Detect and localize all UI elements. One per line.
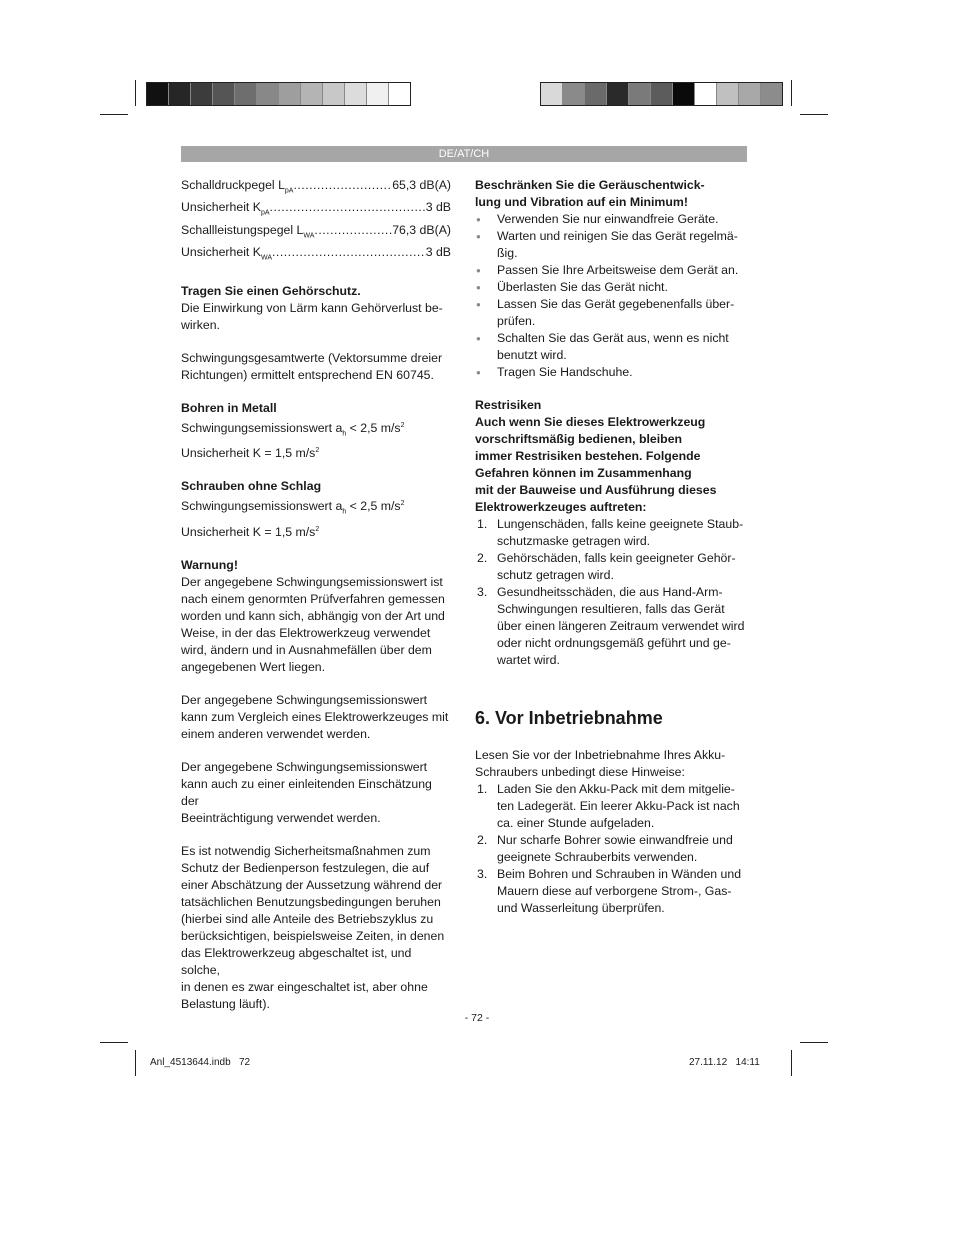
color-swatch bbox=[717, 83, 739, 105]
text-line: Schraubers unbedingt diese Hinweise: bbox=[475, 765, 685, 779]
text-line: mit der Bauweise und Ausführung dieses bbox=[475, 483, 717, 497]
text-line: Auch wenn Sie dieses Elektrowerkzeug bbox=[475, 415, 706, 429]
color-swatch bbox=[585, 83, 607, 105]
text-line: angegebenen Wert liegen. bbox=[181, 660, 326, 675]
crop-mark-bottom-left-h bbox=[100, 1042, 128, 1043]
right-column bbox=[475, 177, 750, 917]
limit-noise-title bbox=[475, 177, 750, 211]
section-intro bbox=[475, 747, 750, 781]
numbered-item: 1. Laden Sie den Akku-Pack mit dem mitgelie- ten Ladegerät. Ein leerer Akku-Pack ist nach ca. einer Stunde aufgeladen. bbox=[477, 782, 740, 830]
page-number: - 72 - bbox=[464, 1012, 490, 1024]
text-line: (hierbei sind alle Anteile des Betriebszyklus zu bbox=[181, 912, 434, 927]
spec-row: Unsicherheit $K_{WA}$ ..... 3 dB bbox=[181, 244, 451, 266]
warning-paragraph-4 bbox=[181, 843, 451, 1013]
text-line: Beschränken Sie die Geräuschentwick- bbox=[475, 178, 705, 192]
color-swatch bbox=[629, 83, 651, 105]
color-bar-left bbox=[146, 82, 411, 106]
color-swatch bbox=[541, 83, 563, 105]
warning-paragraph-2 bbox=[181, 692, 451, 743]
crop-mark-bottom-right-v bbox=[791, 1050, 792, 1076]
color-swatch bbox=[673, 83, 695, 105]
text-line: Der angegebene Schwingungsemissionswert ist bbox=[181, 575, 443, 590]
color-swatch bbox=[257, 83, 279, 105]
spec-row: Schallleistungspegel $L_{WA}$ ..... 76,3 dB(A) bbox=[181, 222, 451, 244]
text-line: wird, ändern und in Ausnahmefällen über dem bbox=[181, 643, 432, 658]
text-line: Belastung läuft). bbox=[181, 997, 270, 1012]
bullet-item: ● Überlasten Sie das Gerät nicht. bbox=[475, 279, 750, 296]
color-swatch bbox=[367, 83, 389, 105]
bullet-item: ● Verwenden Sie nur einwandfreie Geräte. bbox=[475, 211, 750, 228]
spec-row: Unsicherheit $K_{pA}$ ..... 3 dB bbox=[181, 199, 451, 221]
color-bar-right bbox=[540, 82, 783, 106]
numbered-item: 3. Beim Bohren und Schrauben in Wänden und Mauern diese auf verborgene Strom-, Gas- und Wasserleitung überprüfen. bbox=[477, 867, 742, 915]
warning-title: Warnung! bbox=[181, 558, 238, 573]
numbered-item: 2. Nur scharfe Bohrer sowie einwandfreie und geeignete Schrauberbits verwenden. bbox=[477, 833, 733, 864]
warning-paragraph-3 bbox=[181, 759, 451, 827]
bullet-item: ● Lassen Sie das Gerät gegebenenfalls über- prüfen. bbox=[475, 296, 750, 330]
drill-metal-title: Bohren in Metall bbox=[181, 400, 277, 415]
color-swatch bbox=[213, 83, 235, 105]
color-swatch bbox=[169, 83, 191, 105]
bullet-item: ● Schalten Sie das Gerät aus, wenn es nicht benutzt wird. bbox=[475, 330, 750, 364]
text-line: kann auch zu einer einleitenden Einschätzung der bbox=[181, 777, 432, 809]
color-swatch bbox=[323, 83, 345, 105]
section-steps-list bbox=[475, 781, 750, 917]
vibration-intro: Schwingungsgesamtwerte (Vektorsumme dreier Richtungen) ermittelt entsprechend EN 60745. bbox=[181, 350, 443, 382]
color-swatch bbox=[235, 83, 257, 105]
limit-noise-list bbox=[475, 211, 750, 381]
text-line: Elektrowerkzeuges auftreten: bbox=[475, 500, 647, 514]
text-line: Der angegebene Schwingungsemissionswert bbox=[181, 693, 428, 708]
text-line: einer Abschätzung der Aussetzung während der bbox=[181, 878, 443, 893]
text-line: worden und kann sich, abhängig von der Art und bbox=[181, 609, 445, 624]
color-swatch bbox=[191, 83, 213, 105]
color-swatch bbox=[279, 83, 301, 105]
color-swatch bbox=[695, 83, 717, 105]
color-swatch bbox=[345, 83, 367, 105]
color-swatch bbox=[739, 83, 761, 105]
bullet-item: ● Passen Sie Ihre Arbeitsweise dem Gerät an. bbox=[475, 262, 750, 279]
color-swatch bbox=[389, 83, 410, 105]
crop-mark-bottom-right-h bbox=[800, 1042, 828, 1043]
crop-mark-top-left-v bbox=[135, 80, 136, 106]
text-line: kann zum Vergleich eines Elektrowerkzeuges mit bbox=[181, 710, 449, 725]
crop-mark-top-right-h bbox=[800, 114, 828, 115]
footer-date: 27.11.12 14:11 bbox=[689, 1057, 760, 1068]
text-line: Weise, in der das Elektrowerkzeug verwendet bbox=[181, 626, 431, 641]
text-line: lung und Vibration auf ein Minimum! bbox=[475, 195, 688, 209]
text-line: Es ist notwendig Sicherheitsmaßnahmen zum bbox=[181, 844, 431, 859]
spec-list bbox=[181, 177, 451, 267]
color-swatch bbox=[147, 83, 169, 105]
residual-risks-title: Restrisiken bbox=[475, 398, 542, 412]
hearing-text: Die Einwirkung von Lärm kann Gehörverlust be- wirken. bbox=[181, 300, 443, 332]
text-line: Der angegebene Schwingungsemissionswert bbox=[181, 760, 428, 775]
warning-paragraph-1 bbox=[181, 574, 451, 676]
text-line: Schutz der Bedienperson festzulegen, die auf bbox=[181, 861, 430, 876]
color-swatch bbox=[761, 83, 782, 105]
text-line: nach einem genormten Prüfverfahren gemessen bbox=[181, 592, 445, 607]
color-swatch bbox=[607, 83, 629, 105]
text-line: das Elektrowerkzeug abgeschaltet ist, und solche, bbox=[181, 946, 412, 978]
crop-mark-top-right-v bbox=[791, 80, 792, 106]
section-title: 6. Vor Inbetriebnahme bbox=[475, 708, 663, 728]
screw-title: Schrauben ohne Schlag bbox=[181, 479, 322, 494]
text-line: berücksichtigen, beispielsweise Zeiten, in denen bbox=[181, 929, 445, 944]
bullet-item: ● Tragen Sie Handschuhe. bbox=[475, 364, 750, 381]
region-header: DE/AT/CH bbox=[181, 146, 747, 162]
numbered-item: 3. Gesundheitsschäden, die aus Hand-Arm- Schwingungen resultieren, falls das Gerät über einen längeren Zeitraum verwendet wird oder nicht ordnungsgemäß geführt und ge- wartet wird. bbox=[477, 585, 745, 667]
text-line: vorschriftsmäßig bedienen, bleiben bbox=[475, 432, 683, 446]
text-line: tatsächlichen Benutzungsbedingungen beruhen bbox=[181, 895, 441, 910]
residual-risks-intro bbox=[475, 414, 750, 516]
text-line: Lesen Sie vor der Inbetriebnahme Ihres Akku- bbox=[475, 748, 726, 762]
color-swatch bbox=[651, 83, 673, 105]
residual-risks-list bbox=[475, 516, 750, 669]
color-swatch bbox=[301, 83, 323, 105]
numbered-item: 2. Gehörschäden, falls kein geeigneter Gehör- schutz getragen wird. bbox=[477, 551, 736, 582]
left-column bbox=[181, 177, 451, 1013]
color-swatch bbox=[563, 83, 585, 105]
bullet-item: ● Warten und reinigen Sie das Gerät regelmä- ßig. bbox=[475, 228, 750, 262]
spec-row: Schalldruckpegel $L_{pA}$ ..... 65,3 dB(A) bbox=[181, 177, 451, 199]
numbered-item: 1. Lungenschäden, falls keine geeignete Staub- schutzmaske getragen wird. bbox=[477, 517, 744, 548]
text-line: Gefahren können im Zusammenhang bbox=[475, 466, 692, 480]
crop-mark-top-left-h bbox=[100, 114, 128, 115]
text-line: immer Restrisiken bestehen. Folgende bbox=[475, 449, 701, 463]
text-line: einem anderen verwendet werden. bbox=[181, 727, 371, 742]
drill-emission-value: Schwingungsemissionswert $a_h < 2,5$ $m/s^2$ bbox=[181, 420, 405, 438]
text-line: in denen es zwar eingeschaltet ist, aber ohne bbox=[181, 980, 428, 995]
crop-mark-bottom-left-v bbox=[135, 1050, 136, 1076]
hearing-title: Tragen Sie einen Gehörschutz. bbox=[181, 283, 361, 298]
screw-uncertainty: Unsicherheit K = 1,5 $m/s^2$ bbox=[181, 525, 320, 540]
footer-file-info: Anl_4513644.indb 72 bbox=[150, 1057, 251, 1068]
screw-emission-value: Schwingungsemissionswert $a_h < 2,5$ $m/s^2$ bbox=[181, 499, 405, 516]
drill-uncertainty: Unsicherheit K = 1,5 $m/s^2$ bbox=[181, 446, 320, 461]
text-line: Beeinträchtigung verwendet werden. bbox=[181, 811, 381, 826]
